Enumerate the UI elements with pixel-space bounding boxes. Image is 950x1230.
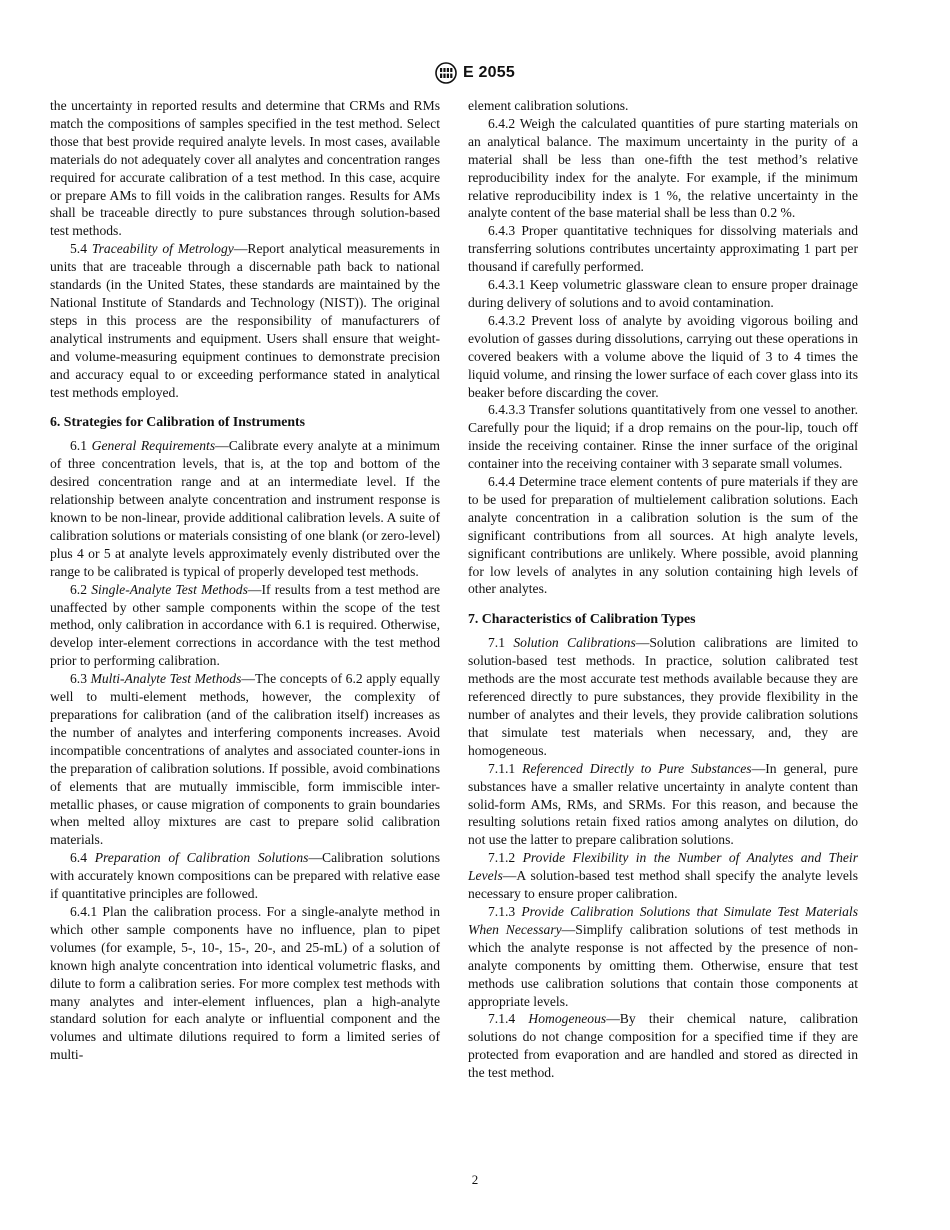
section-6-4-2: 6.4.2 Weigh the calculated quantities of pure starting materials on an analytical balance. The maximum uncertainty in the purity of a material shall be less than one-fifth the test method’s relative reproducibility index for the analyte. For example, if the minimum relative reproducibility index is 1 %, the relative uncertainty in the analyte content of the base material shall be less than 0.2 %.: [468, 115, 858, 221]
page-header: [0, 62, 950, 89]
section-7-1-3: 7.1.3 Provide Calibration Solutions that Simulate Test Materials When Necessary—Simplify calibration solutions of test methods in which the analyte response is not affected by the presence of non-analyte components by omitting them. Otherwise, ensure that test methods use calibration solutions that contain those components at appropriate levels.: [468, 903, 858, 1009]
section-5-4: 5.4 Traceability of Metrology—Report analytical measurements in units that are traceable through a discernable path back to national standards (in the United States, these standards are maintained by the National Institute of Standards and Technology (NIST)). The original steps in this process are the responsibility of manufacturers of analytical instruments and equipment. Users shall ensure that weight- and volume-measuring equipment continues to demonstrate precision and accuracy equal to or exceeding performance stated in analytical test methods employed.: [50, 241, 440, 400]
section-6-4-3-3: 6.4.3.3 Transfer solutions quantitatively from one vessel to another. Carefully pour the liquid; if a drop remains on the pour-lip, touch off inside the receiving container. Rinse the inner surface of the original container into the receiving container with 3 separate small volumes.: [468, 402, 858, 472]
document-designation: E 2055: [463, 64, 515, 81]
section-6-4-3: 6.4.3 Proper quantitative techniques for dissolving materials and transferring solutions contributes uncertainty approximating 1 part per thousand if carefully performed.: [468, 223, 858, 275]
section-6-2: 6.2 Single-Analyte Test Methods—If results from a test method are unaffected by other sample components within the scope of the test method, only calibration in accordance with 6.1 is required. Otherwise, develop inter-element corrections in accordance with the test method prior to performing calibration.: [50, 581, 440, 669]
section-heading-7: 7. Characteristics of Calibration Types: [468, 611, 696, 627]
section-6-4-3-2: 6.4.3.2 Prevent loss of analyte by avoiding vigorous boiling and evolution of gasses during dissolutions, carrying out these operations in covered beakers with a volume above the liquid of 3 to 4 times the liquid volume, and rinsing the lower surface of each cover glass into its beaker before discarding the cover.: [468, 312, 858, 400]
section-6-4: 6.4 Preparation of Calibration Solutions—Calibration solutions with accurately known compositions can be prepared with relative ease if quantitative principles are followed.: [50, 850, 440, 902]
right-column: [468, 97, 858, 1082]
page-number: 2: [471, 1172, 479, 1187]
section-heading-6: 6. Strategies for Calibration of Instruments: [50, 414, 305, 430]
section-6-4-3-1: 6.4.3.1 Keep volumetric glassware clean to ensure proper drainage during delivery of solutions and to avoid contamination.: [468, 277, 858, 310]
section-6-3: 6.3 Multi-Analyte Test Methods—The concepts of 6.2 apply equally well to multi-element methods, however, the complexity of preparations for calibration (and of the calibration itself) increases as the number of analytes and interfering components increases. Avoid incompatible concentrations of analytes and associated counter-ions in the preparation of calibration solutions. If possible, avoid combinations of elements that are mutually immiscible, form immiscible inter-metallic phases, or cause migration of components to grain boundaries when melted alloy mixtures are cast to prepare solid calibration materials.: [50, 671, 440, 848]
left-column: [50, 97, 440, 1064]
section-7-1-4: 7.1.4 Homogeneous—By their chemical nature, calibration solutions do not change composition for a specified time if they are protected from evaporation and are handled and stored as directed in the test method.: [468, 1011, 858, 1081]
section-6-4-4: 6.4.4 Determine trace element contents of pure materials if they are to be used for preparation of multielement calibration solutions. Each analyte concentration in a calibration solution is the sum of the significant contributions from all sources. At high analyte levels, significant contributions are unlikely. Where possible, avoid planning for low levels of analytes in any solution containing high levels of other analytes.: [468, 474, 858, 597]
section-7-1: 7.1 Solution Calibrations—Solution calibrations are limited to solution-based test methods. In practice, solution calibrated test methods are the most accurate test methods available because they are referenced directly to pure substances, they provide flexibility in the number of analytes and their levels, they provide calibration solutions that simulate test materials when necessary, and, they are homogeneous.: [468, 635, 858, 758]
section-6-1: 6.1 General Requirements—Calibrate every analyte at a minimum of three concentration levels, that is, at the top and bottom of the desired concentration range and at an intermediate level. If the relationship between analyte concentration and instrument response is known to be non-linear, provide additional calibration levels. A suite of calibration solutions or materials consisting of one blank (or zero-level) plus 4 or 5 at analyte levels approximately evenly distributed over the range to be calibrated is typical of properly developed test methods.: [50, 438, 440, 579]
section-7-1-2: 7.1.2 Provide Flexibility in the Number of Analytes and Their Levels—A solution-based test method shall specify the analyte levels necessary to ensure proper calibration.: [468, 850, 858, 902]
paragraph-continuation: element calibration solutions.: [468, 98, 629, 113]
paragraph: the uncertainty in reported results and determine that CRMs and RMs match the compositions of samples specified in the test method. Select those that best provide required analyte levels. In most cases, available materials do not adequately cover all analytes and concentration ranges required for accurate calibration of a test method. In this case, acquire or prepare AMs to fill voids in the calibration ranges. Results for AMs shall be traceable directly to pure substances through solution-based test methods.: [50, 98, 440, 239]
astm-logo-icon: [435, 62, 457, 84]
section-6-4-1: 6.4.1 Plan the calibration process. For a single-analyte method in which other sample components have no influence, plan to pipet volumes (for example, 5-, 10-, 15-, 20-, and 25-mL) of a solution of known high analyte concentration into identical volumetric flasks, and dilute to form a calibration series. For more complex test methods with many analytes and inter-element influences, plan a high-analyte standard solution for each analyte or influential component and the volumes and ultimate dilutions required to form a limited series of multi-: [50, 903, 440, 1063]
section-7-1-1: 7.1.1 Referenced Directly to Pure Substances—In general, pure substances have a smaller relative uncertainty in analyte content than solid-form AMs, RMs, and SRMs. For this reason, and because the resulting solutions retain fixed ratios among analytes on dilution, do not use the latter to prepare calibration solutions.: [468, 760, 858, 848]
